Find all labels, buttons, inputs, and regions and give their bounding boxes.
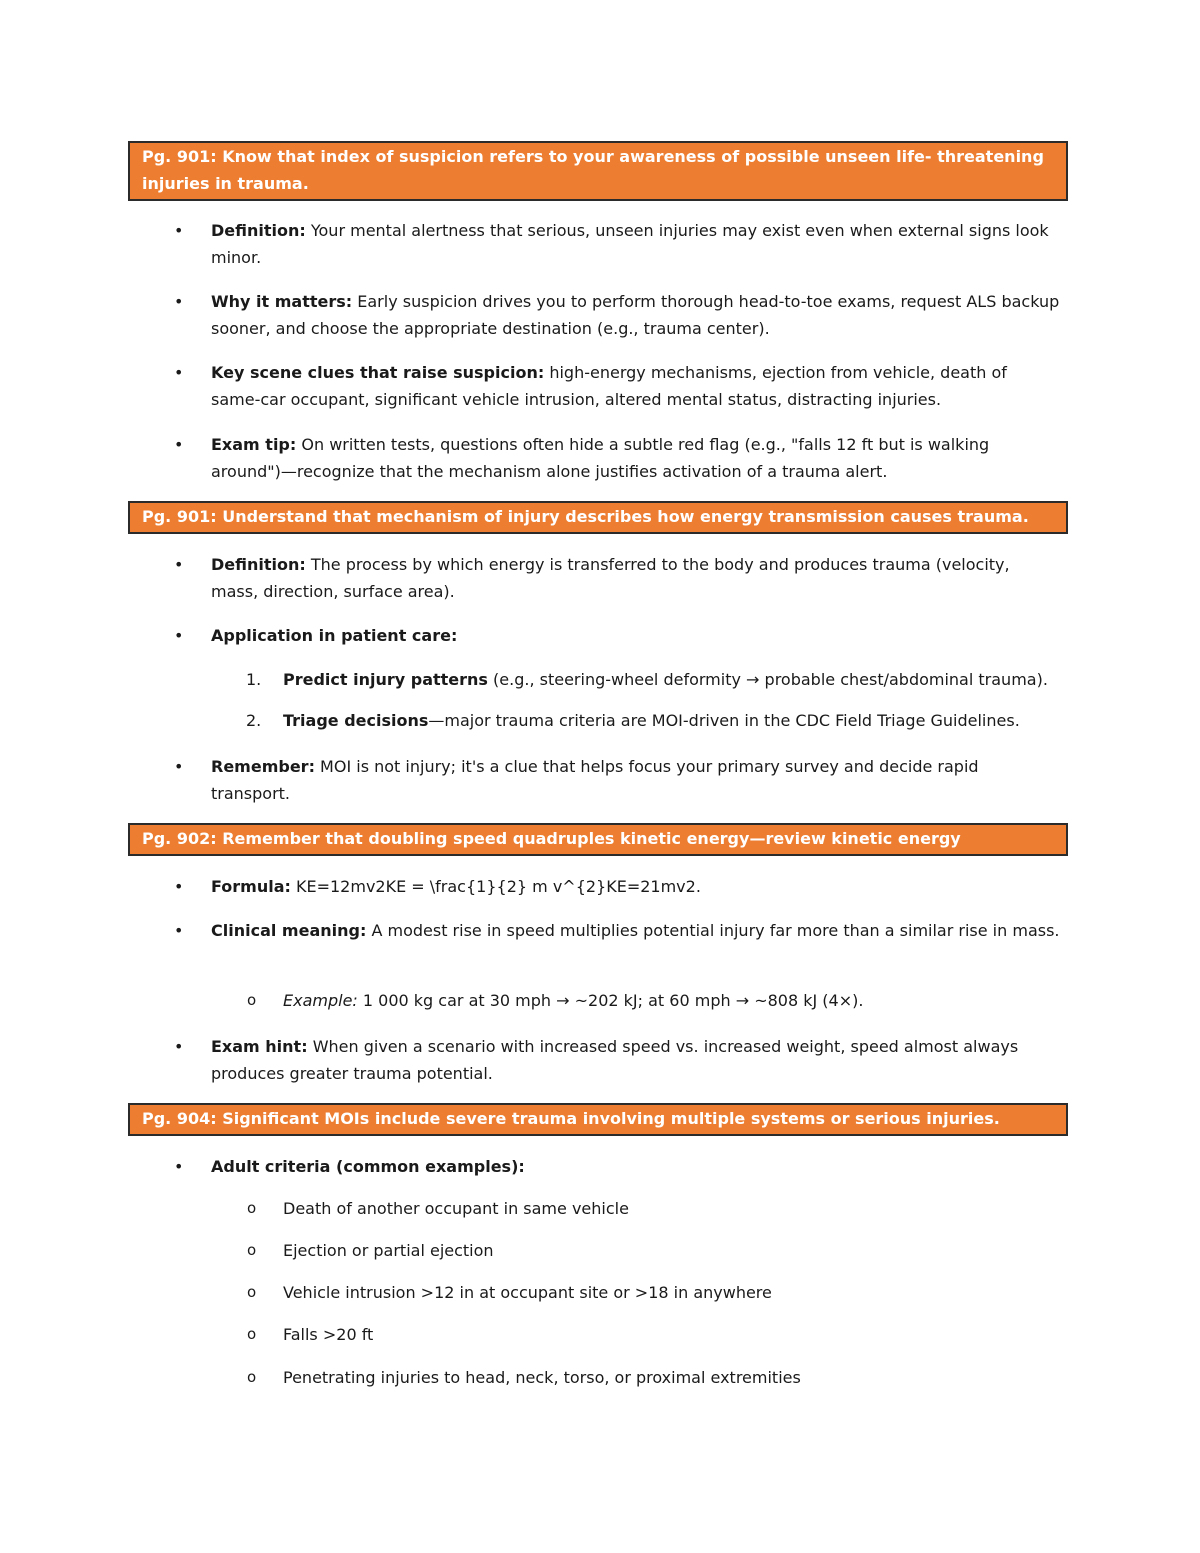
item-text: 1 000 kg car at 30 mph → ~202 kJ; at 60 mph → ~808 kJ (4×). <box>357 991 864 1010</box>
sub-item <box>283 987 1073 1014</box>
list-item <box>211 1033 1061 1087</box>
item-text: When given a scenario with increased speed vs. increased weight, speed almost always produces greater trauma potential. <box>211 1037 1019 1083</box>
item-label: Formula: <box>211 877 291 896</box>
item-text: —major trauma criteria are MOI-driven in the CDC Field Triage Guidelines. <box>428 711 1020 730</box>
bullet: • <box>174 626 184 645</box>
item-text: MOI is not injury; it's a clue that helps focus your primary survey and decide rapid transport. <box>211 757 979 803</box>
bullet: • <box>174 435 184 454</box>
list-item <box>211 917 1061 944</box>
item-label: Example: <box>283 991 358 1010</box>
item-text: The process by which energy is transferred to the body and produces trauma (velocity, mass, direction, surface area). <box>211 555 1010 601</box>
item-text: On written tests, questions often hide a subtle red flag (e.g., "falls 12 ft but is walking around")—recognize that the mechanism alone justifies activation of a trauma alert. <box>211 435 990 481</box>
section-header: Pg. 901: Know that index of suspicion refers to your awareness of possible unseen life- threatening injuries in trauma. <box>128 141 1068 201</box>
item-label: Application in patient care: <box>211 626 458 645</box>
list-item <box>211 753 1061 807</box>
bullet: • <box>174 221 184 240</box>
sub-bullet: o <box>247 1283 257 1301</box>
bullet: • <box>174 921 184 940</box>
bullet: • <box>174 292 184 311</box>
item-label: Exam hint: <box>211 1037 308 1056</box>
bullet: • <box>174 1037 184 1056</box>
sub-bullet: o <box>247 1241 257 1259</box>
list-item <box>211 1153 1061 1180</box>
list-number: 2. <box>246 711 262 730</box>
list-item <box>211 551 1061 605</box>
sub-bullet: o <box>247 1368 257 1386</box>
list-number: 1. <box>246 670 262 689</box>
item-text: Your mental alertness that serious, unseen injuries may exist even when external signs look minor. <box>211 221 1049 267</box>
numbered-item <box>283 707 1073 734</box>
section-header: Pg. 901: Understand that mechanism of injury describes how energy transmission causes trauma. <box>128 501 1068 534</box>
sub-item: Death of another occupant in same vehicle <box>283 1199 629 1218</box>
list-item <box>211 873 1061 900</box>
sub-item: Falls >20 ft <box>283 1325 374 1344</box>
item-label: Why it matters: <box>211 292 353 311</box>
sub-item: Ejection or partial ejection <box>283 1241 494 1260</box>
item-label: Exam tip: <box>211 435 297 454</box>
item-label: Definition: <box>211 221 306 240</box>
bullet: • <box>174 1157 184 1176</box>
bullet: • <box>174 363 184 382</box>
item-label: Definition: <box>211 555 306 574</box>
section-header: Pg. 902: Remember that doubling speed quadruples kinetic energy—review kinetic energy calculations. <box>128 823 1068 856</box>
list-item <box>211 431 1061 485</box>
numbered-item <box>283 666 1073 693</box>
item-label: Remember: <box>211 757 315 776</box>
item-text: KE=12mv2KE = \frac{1}{2} m v^{2}KE=21mv2. <box>290 877 701 896</box>
bullet: • <box>174 757 184 776</box>
list-item <box>211 288 1061 342</box>
item-label: Predict injury patterns <box>283 670 488 689</box>
item-label: Adult criteria (common examples): <box>211 1157 525 1176</box>
item-label: Key scene clues that raise suspicion: <box>211 363 545 382</box>
sub-bullet: o <box>247 1199 257 1217</box>
list-item <box>211 359 1061 413</box>
item-text: high-energy mechanisms, ejection from vehicle, death of same-car occupant, significant vehicle intrusion, altered mental status, distracting injuries. <box>211 363 1007 409</box>
item-text: (e.g., steering-wheel deformity → probable chest/abdominal trauma). <box>487 670 1048 689</box>
item-label: Clinical meaning: <box>211 921 367 940</box>
bullet: • <box>174 877 184 896</box>
list-item <box>211 217 1061 271</box>
item-text: Early suspicion drives you to perform thorough head-to-toe exams, request ALS backup sooner, and choose the appropriate destination (e.g., trauma center). <box>211 292 1060 338</box>
section-header: Pg. 904: Significant MOIs include severe trauma involving multiple systems or serious injuries. <box>128 1103 1068 1136</box>
list-item <box>211 622 1061 649</box>
sub-item: Penetrating injuries to head, neck, torso, or proximal extremities <box>283 1368 801 1387</box>
sub-bullet: o <box>247 991 257 1009</box>
item-label: Triage decisions <box>283 711 429 730</box>
sub-item: Vehicle intrusion >12 in at occupant site or >18 in anywhere <box>283 1283 772 1302</box>
sub-bullet: o <box>247 1325 257 1343</box>
bullet: • <box>174 555 184 574</box>
item-text: A modest rise in speed multiplies potential injury far more than a similar rise in mass. <box>366 921 1060 940</box>
